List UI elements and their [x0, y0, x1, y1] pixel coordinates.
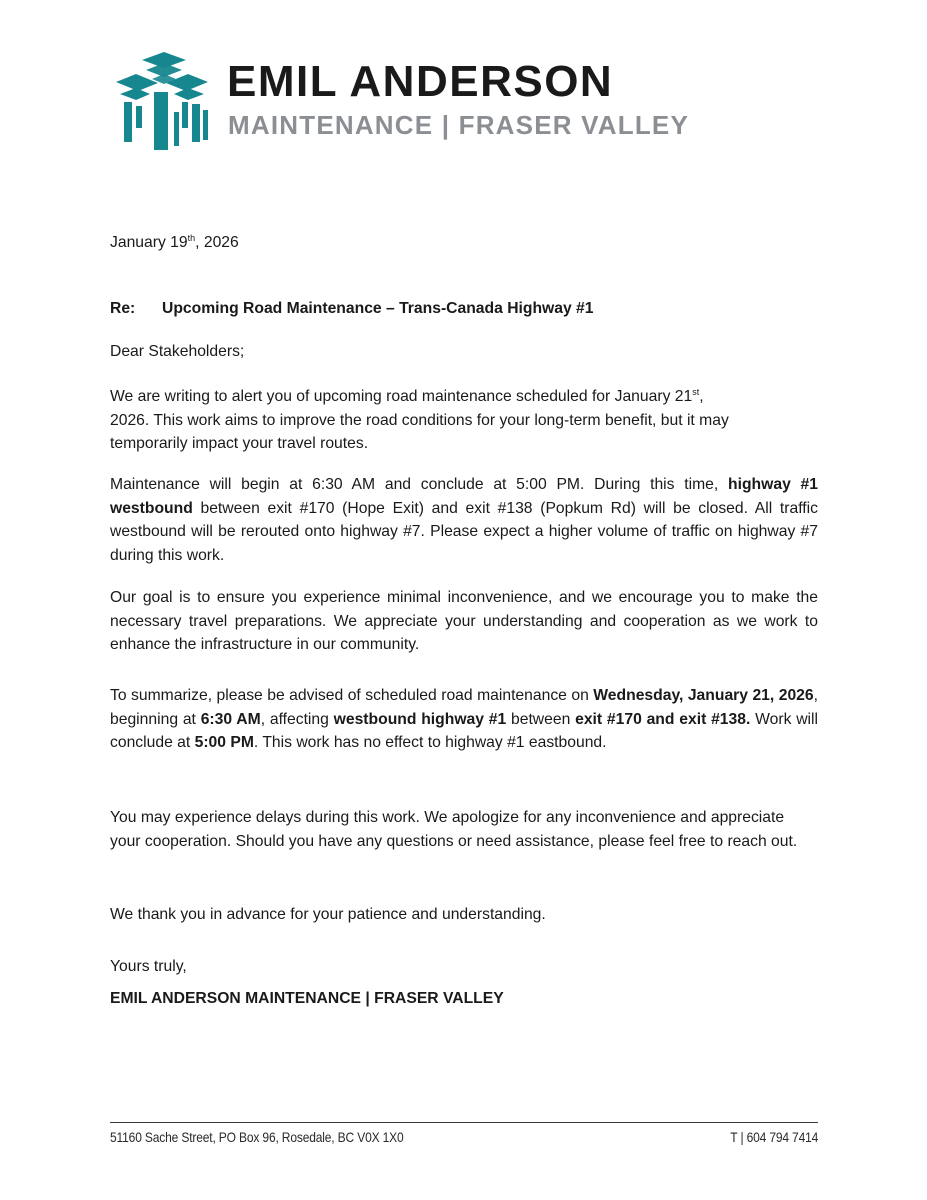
company-division: MAINTENANCE | FRASER VALLEY — [228, 110, 689, 140]
footer-phone: T | 604 794 7414 — [730, 1129, 818, 1145]
closing: Yours truly, — [110, 958, 187, 975]
paragraph-closure-details: Maintenance will begin at 6:30 AM and conclude at 5:00 PM. During this time, highway #1 westbound between exit #170 (Hope Exit) and exit #138 (Popkum Rd) will be closed. All traffic westbound will be rerouted onto highway #7. Please expect a higher volume of traffic on highway #7 during this work. — [110, 476, 818, 564]
salutation: Dear Stakeholders; — [110, 343, 245, 360]
footer-divider — [110, 1122, 818, 1123]
paragraph-thanks: We thank you in advance for your patience and understanding. — [110, 906, 546, 923]
emil-anderson-logo — [116, 52, 208, 150]
subject-text: Upcoming Road Maintenance – Trans-Canada Highway #1 — [162, 300, 594, 317]
letter-date: January 19th, 2026 — [110, 233, 239, 251]
paragraph-intro: We are writing to alert you of upcoming road maintenance scheduled for January 21st, 2026. This work aims to improve the road conditions for your long-term benefit, but it may temporarily impact your travel routes. — [110, 387, 729, 452]
subject-label: Re: — [110, 300, 136, 317]
signature: EMIL ANDERSON MAINTENANCE | FRASER VALLEY — [110, 990, 504, 1007]
paragraph-apology: You may experience delays during this work. We apologize for any inconvenience and appreciate your cooperation. Should you have any questions or need assistance, please feel free to reach out. — [110, 809, 798, 850]
subject-line — [110, 297, 818, 321]
paragraph-summary: To summarize, please be advised of scheduled road maintenance on Wednesday, January 21, 2026, beginning at 6:30 AM, affecting westbound highway #1 between exit #170 and exit #138. Work will conclude at 5:00 PM. This work has no effect to highway #1 eastbound. — [110, 687, 819, 751]
footer-address: 51160 Sache Street, PO Box 96, Rosedale, BC V0X 1X0 — [110, 1129, 404, 1145]
paragraph-goal: Our goal is to ensure you experience minimal inconvenience, and we encourage you to make the necessary travel preparations. We appreciate your understanding and cooperation as we work to enhance the infrastructure in our community. — [110, 589, 818, 653]
letterhead — [116, 52, 756, 152]
company-name: EMIL ANDERSON — [227, 57, 614, 106]
